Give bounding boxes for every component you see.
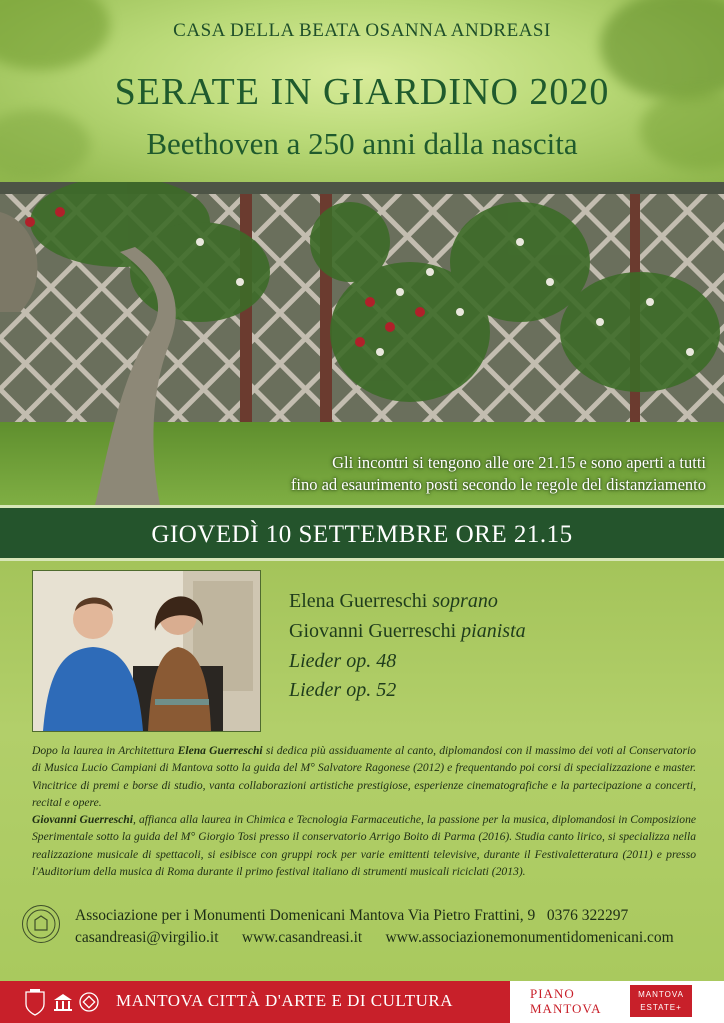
world-heritage-icon <box>78 988 100 1016</box>
bio-text: si dedica più assiduamente al canto, diplomandosi con il massimo dei voti al Conservatorio di Musica Lucio Campiani di Mantova sotto la guida del M° Salvatore Ragonese (2012) e frequentando poi corsi di specializzazione e master. Vincitrice di premi e borse di studio, vanta collaborazioni artistiche prestigiose, esperienze cinematografiche e la partecipazione a concerti, recital e opere. <box>32 744 696 809</box>
logo-text: MANTOVA <box>638 990 684 999</box>
website-link[interactable]: www.casandreasi.it <box>241 929 363 946</box>
performer-soprano <box>289 590 498 613</box>
association-seal-icon <box>22 905 60 943</box>
performer-name: Elena Guerreschi <box>289 590 428 612</box>
footer <box>0 981 724 1023</box>
unesco-icon <box>52 988 74 1016</box>
org-name: CASA DELLA BEATA OSANNA ANDREASI <box>173 20 551 41</box>
logo-text: ESTATE+ <box>640 1003 682 1012</box>
performer-pianist <box>289 620 526 643</box>
page-subtitle: Beethoven a 250 anni dalla nascita <box>146 126 578 161</box>
logo-text: PIANO <box>530 986 575 1001</box>
event-info-text <box>226 452 706 496</box>
page-title: SERATE IN GIARDINO 2020 <box>114 71 610 113</box>
contact-links <box>75 929 674 947</box>
bio-text: , affianca alla laurea in Chimica e Tecnologia Farmaceutiche, la passione per la musica, diplomandosi in Composizione Sperimentale sotto la guida del M° Giorgio Tosi presso il conservatorio Arrigo Boito di Parma (2016). Studia canto lirico, si specializza nella realizzazione musicale di spettacoli, si esibisce con gruppi rock per varie emittenti televisive, durante il Festivaletteratura (2011) e presso l'Auditorium della musica di Roma durante il primo festival italiano di strumenti musicali riciclati (2013). <box>32 813 697 879</box>
footer-banner <box>0 981 510 1023</box>
contact-phone: 0376 322297 <box>546 907 629 924</box>
program-item: Lieder op. 52 <box>289 679 397 701</box>
event-info-line: Gli incontri si tengono alle ore 21.15 e sono aperti a tutti <box>332 453 706 472</box>
mantova-estate-logo <box>630 985 692 1017</box>
biography <box>32 742 696 880</box>
contact-line <box>75 907 628 925</box>
contact-address: Via Pietro Frattini, 9 <box>407 907 536 924</box>
performers-photo <box>32 570 261 732</box>
event-info-line: fino ad esaurimento posti secondo le regole del distanziamento <box>290 475 706 494</box>
bio-name: Elena Guerreschi <box>177 744 263 757</box>
piano-mantova-logo <box>530 983 602 1016</box>
performer-role: soprano <box>432 590 498 612</box>
city-crest-icon <box>24 988 46 1016</box>
event-date: GIOVEDÌ 10 SETTEMBRE ORE 21.15 <box>151 521 573 548</box>
footer-title: MANTOVA CITTÀ D'ARTE E DI CULTURA <box>116 991 453 1010</box>
bio-text: Dopo la laurea in Architettura <box>32 744 178 757</box>
email-link[interactable]: casandreasi@virgilio.it <box>75 929 219 946</box>
logo-text: MANTOVA <box>530 1001 602 1016</box>
date-bar <box>0 505 724 561</box>
performer-name: Giovanni Guerreschi <box>289 620 457 642</box>
program-item: Lieder op. 48 <box>289 650 397 672</box>
performers-illustration <box>33 571 260 731</box>
contact-org: Associazione per i Monumenti Domenicani Mantova <box>75 907 405 924</box>
bio-name: Giovanni Guerreschi <box>32 813 133 827</box>
website-link[interactable]: www.associazionemonumentidomenicani.com <box>385 929 674 946</box>
performer-role: pianista <box>461 620 526 642</box>
